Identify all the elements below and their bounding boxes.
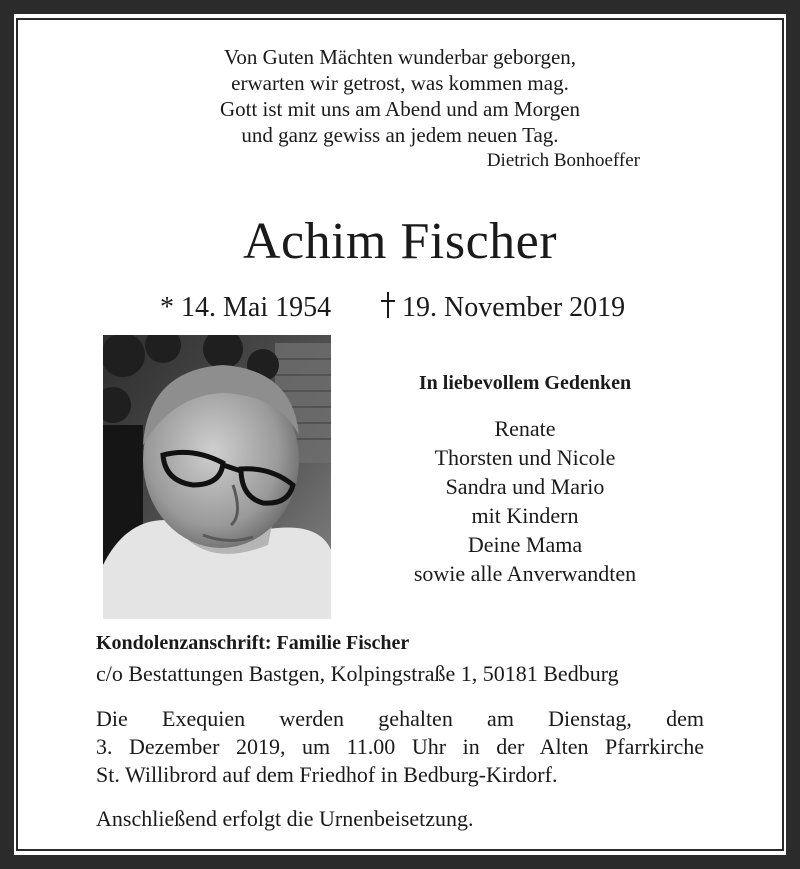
portrait-photo-image xyxy=(103,335,331,619)
mourners-list xyxy=(360,414,690,588)
exequien-line: Die Exequien werden gehalten am Dienstag, dem xyxy=(96,706,704,731)
motto-line: Gott ist mit uns am Abend und am Morgen xyxy=(219,97,581,121)
motto-line: und ganz gewiss an jedem neuen Tag. xyxy=(241,123,559,147)
exequien-line: St. Willibrord auf dem Friedhof in Bedburg-Kirdorf. xyxy=(96,762,558,787)
condolence-address: c/o Bestattungen Bastgen, Kolpingstraße 1, 50181 Bedburg xyxy=(96,661,619,686)
death-date-wrapper xyxy=(380,292,625,324)
mourner: Sandra und Mario xyxy=(445,474,605,499)
death-date: 19. November 2019 xyxy=(402,292,626,323)
exequien-line: 3. Dezember 2019, um 11.00 Uhr in der Alten Pfarrkirche xyxy=(96,734,704,759)
cross-icon xyxy=(380,292,396,318)
birth-date: * 14. Mai 1954 xyxy=(160,292,332,323)
motto-line: erwarten wir getrost, was kommen mag. xyxy=(231,71,569,95)
mourner: sowie alle Anverwandten xyxy=(413,561,637,586)
grief-heading: In liebevollem Gedenken xyxy=(418,372,632,394)
urn-burial-note: Anschließend erfolgt die Urnenbeisetzung. xyxy=(96,806,474,831)
mourner: Renate xyxy=(494,416,556,441)
motto-poem xyxy=(0,44,800,148)
mourner: Thorsten und Nicole xyxy=(434,445,616,470)
condolence-title: Kondolenzanschrift: Familie Fischer xyxy=(96,632,410,654)
deceased-name: Achim Fischer xyxy=(242,213,558,270)
mourner: Deine Mama xyxy=(467,532,583,557)
exequien-paragraph xyxy=(96,705,704,789)
portrait-photo xyxy=(103,335,331,619)
mourner: mit Kindern xyxy=(471,503,579,528)
motto-line: Von Guten Mächten wunderbar geborgen, xyxy=(223,45,577,69)
motto-author: Dietrich Bonhoeffer xyxy=(486,150,640,171)
